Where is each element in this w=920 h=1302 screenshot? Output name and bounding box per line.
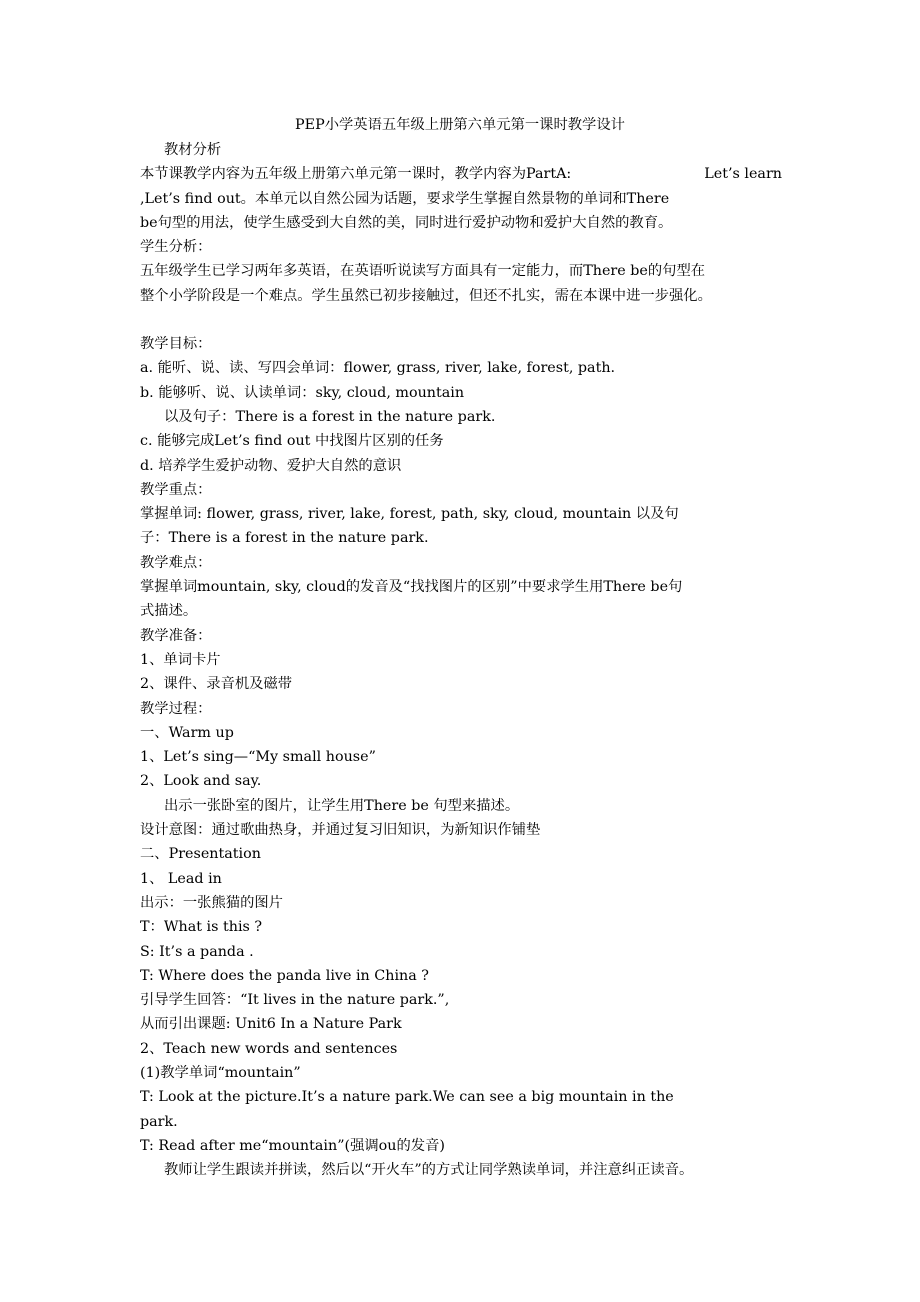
design-intent: 设计意图：通过歌曲热身，并通过复习旧知识，为新知识作铺垫 xyxy=(140,822,541,839)
goal-item-a: a. 能听、说、读、写四会单词：flower, grass, river, lake, forest, path. xyxy=(140,360,616,377)
warmup-step-desc: 出示一张卧室的图片，让学生用There be 句型来描述。 xyxy=(164,797,520,814)
section-heading-material: 教材分析 xyxy=(164,142,222,158)
section-heading-goals: 教学目标： xyxy=(140,336,212,353)
paragraph-text: 本节课教学内容为五年级上册第六单元第一课时，教学内容为PartA: xyxy=(140,166,572,183)
section-heading-key: 教学重点： xyxy=(140,481,212,498)
paragraph-line: 从而引出课题: Unit6 In a Nature Park xyxy=(140,1016,402,1033)
document-title: PEP小学英语五年级上册第六单元第一课时教学设计 xyxy=(295,117,625,133)
section-heading-difficulty: 教学难点： xyxy=(140,554,212,571)
warmup-step: 1、Let’s sing—“My small house” xyxy=(140,749,376,766)
document-body xyxy=(140,138,782,1182)
paragraph-line: (1)教学单词“mountain” xyxy=(140,1064,301,1081)
spacer xyxy=(140,308,782,332)
paragraph-line: 掌握单词mountain, sky, cloud的发音及“找找图片的区别”中要求学生用There be句 xyxy=(140,579,683,596)
dialogue-line: park. xyxy=(140,1113,178,1130)
goal-item-b: b. 能够听、说、认读单词：sky, cloud, mountain xyxy=(140,384,465,401)
warmup-step: 2、Look and say. xyxy=(140,773,262,790)
goal-item-c: c. 能够完成Let’s find out 中找图片区别的任务 xyxy=(140,433,444,450)
paragraph-line: 式描述。 xyxy=(140,603,198,620)
paragraph-line: be句型的用法，使学生感受到大自然的美，同时进行爱护动物和爱护大自然的教育。 xyxy=(140,214,673,231)
teacher-note: 教师让学生跟读并拼读，然后以“开火车”的方式让同学熟读单词，并注意纠正读音。 xyxy=(164,1162,694,1179)
dialogue-line: T: Read after me“mountain”(强调ou的发音) xyxy=(140,1137,445,1154)
paragraph-line: 引导学生回答：“It lives in the nature park.”, xyxy=(140,992,450,1009)
paragraph-line: ,Let’s find out。本单元以自然公园为话题，要求学生掌握自然景物的单词和There xyxy=(140,190,670,207)
dialogue-line: T: Where does the panda live in China ? xyxy=(140,967,429,984)
dialogue-line: T: Look at the picture.It’s a nature park.We can see a big mountain in the xyxy=(140,1089,674,1106)
paragraph-line: 掌握单词: flower, grass, river, lake, forest, path, sky, cloud, mountain 以及句 xyxy=(140,506,679,523)
section-heading-students: 学生分析： xyxy=(140,239,212,256)
paragraph-line: 五年级学生已学习两年多英语，在英语听说读写方面具有一定能力，而There be的句型在 xyxy=(140,263,706,280)
section-heading-prep: 教学准备： xyxy=(140,627,212,644)
paragraph-line: 整个小学阶段是一个难点。学生虽然已初步接触过，但还不扎实，需在本课中进一步强化。 xyxy=(140,287,712,304)
paragraph-line xyxy=(140,162,782,186)
paragraph-text: Let’s learn xyxy=(704,166,782,183)
section-heading-process: 教学过程： xyxy=(140,700,212,717)
dialogue-line: T：What is this ? xyxy=(140,919,263,936)
paragraph-line: 子：There is a forest in the nature park. xyxy=(140,530,429,547)
dialogue-line: S: It’s a panda . xyxy=(140,943,254,960)
prep-item: 2、课件、录音机及磁带 xyxy=(140,676,293,693)
presentation-step: 2、Teach new words and sentences xyxy=(140,1040,398,1057)
goal-item-b-sub: 以及句子：There is a forest in the nature park. xyxy=(164,408,496,425)
presentation-step: 1、 Lead in xyxy=(140,870,222,887)
prep-item: 1、单词卡片 xyxy=(140,651,221,668)
presentation-heading: 二、Presentation xyxy=(140,846,261,863)
paragraph-line: 出示：一张熊猫的图片 xyxy=(140,894,283,911)
goal-item-d: d. 培养学生爱护动物、爱护大自然的意识 xyxy=(140,457,402,474)
warmup-heading: 一、Warm up xyxy=(140,724,234,741)
